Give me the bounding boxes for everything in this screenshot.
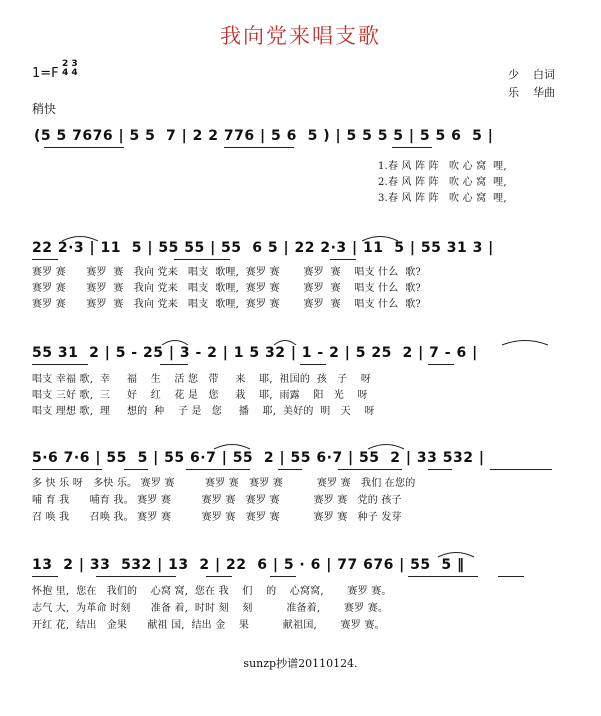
slur-mark [160, 336, 190, 346]
notation-line: 5·6 7·6 | 55 5 | 55 6·7 | 55 2 | 55 6·7 | 55 2 | 33 532 | [32, 450, 485, 466]
beam-line [160, 364, 188, 365]
beam-line [124, 469, 148, 470]
slur-mark [272, 336, 298, 346]
beam-line [330, 259, 356, 260]
lyric-line: 赛罗 赛 赛罗 赛 我向 党来 唱支 歌哩, 赛罗 赛 赛罗 赛 唱支 什么 歌? [32, 299, 421, 310]
beam-line [300, 364, 326, 365]
lyric-line: 召 唤 我 召唤 我。 赛罗 赛 赛罗 赛 赛罗 赛 赛罗 赛 种子 发芽 [32, 512, 402, 523]
lyric-line: 多 快 乐 呀 多快 乐。 赛罗 赛 赛罗 赛 赛罗 赛 赛罗 赛 我们 在您的 [32, 478, 416, 489]
time-signature: 2 3 4 4 [62, 59, 78, 78]
beam-line [338, 469, 402, 470]
lyric-line: 2.春 风 阵 阵 吹 心 窝 哩, [378, 177, 507, 188]
lyric-line: 唱支 理想 歌, 理 想的 种 子 是 您 播 耶, 美好的 明 天 呀 [32, 406, 375, 417]
transcriber-note: sunzp抄谱20110124. [243, 657, 358, 670]
beam-line [278, 469, 302, 470]
beam-line [96, 576, 176, 577]
lyric-line: 开红 花, 结出 金果 献祖 国, 结出 金 果 献祖国, 赛罗 赛。 [32, 620, 385, 631]
beam-line [392, 147, 432, 148]
lyric-line: 唱支 三好 歌, 三 好 红 花 是 您 栽 耶, 雨露 阳 光 呀 [32, 390, 368, 401]
composer-credit: 乐 华曲 [508, 86, 555, 99]
beam-line [428, 364, 454, 365]
notation-line: 22 2·3 | 11 5 | 55 55 | 55 6 5 | 22 2·3 | 11 5 | 55 31 3 | [32, 240, 494, 256]
lyric-line: 志气 大, 为革命 时刻 准备 着, 时时 刻 刻 准备着, 赛罗 赛。 [32, 603, 389, 614]
beam-line [32, 364, 88, 365]
lyric-line: 1.春 风 阵 阵 吹 心 窝 哩, [378, 161, 507, 172]
lyric-line: 唱支 幸福 歌, 幸 福 生 活 您 带 来 耶, 祖国的 孩 子 呀 [32, 374, 372, 385]
lyric-line: 赛罗 赛 赛罗 赛 我向 党来 唱支 歌哩, 赛罗 赛 赛罗 赛 唱支 什么 歌? [32, 283, 421, 294]
tempo-marking: 稍快 [32, 102, 57, 116]
beam-line [224, 147, 294, 148]
lyric-line: 3.春 风 阵 阵 吹 心 窝 哩, [378, 193, 507, 204]
slur-mark [60, 232, 100, 242]
beam-line [408, 576, 478, 577]
beam-line [498, 576, 524, 577]
notation-line: 13 2 | 33 532 | 13 2 | 22 6 | 5 · 6 | 77 676 | 55 5 ‖ [32, 557, 465, 573]
key-signature: 1=F [32, 66, 59, 81]
beam-line [428, 469, 452, 470]
beam-line [490, 469, 552, 470]
slur-mark [500, 336, 550, 346]
lyricist-credit: 少 白词 [508, 68, 555, 81]
lyric-line: 怀抱 里, 您在 我们的 心窝 窝, 您在 我 们 的 心窝窝, 赛罗 赛。 [32, 586, 392, 597]
beam-line [174, 259, 230, 260]
beam-line [270, 576, 296, 577]
slur-mark [360, 232, 400, 242]
beam-line [32, 576, 58, 577]
song-title: 我向党来唱支歌 [220, 24, 381, 48]
slur-mark [436, 548, 476, 558]
beam-line [186, 469, 250, 470]
lyric-line: 哺 育 我 哺育 我。 赛罗 赛 赛罗 赛 赛罗 赛 赛罗 赛 党的 孩子 [32, 495, 402, 506]
beam-line [206, 576, 232, 577]
lyric-line: 赛罗 赛 赛罗 赛 我向 党来 唱支 歌哩, 赛罗 赛 赛罗 赛 唱支 什么 歌? [32, 267, 421, 278]
slur-mark [366, 440, 406, 450]
notation-line: 55 31 2 | 5 - 25 | 3 - 2 | 1 5 32 | 1 - 2 | 5 25 2 | 7 - 6 | [32, 345, 478, 361]
notation-line: (5 5 7676 | 5 5 7 | 2 2 776 | 5 6 5 ) | 5 5 5 5 | 5 5 6 5 | [34, 128, 494, 144]
beam-line [32, 469, 102, 470]
slur-mark [212, 440, 252, 450]
beam-line [32, 259, 58, 260]
beam-line [44, 147, 124, 148]
